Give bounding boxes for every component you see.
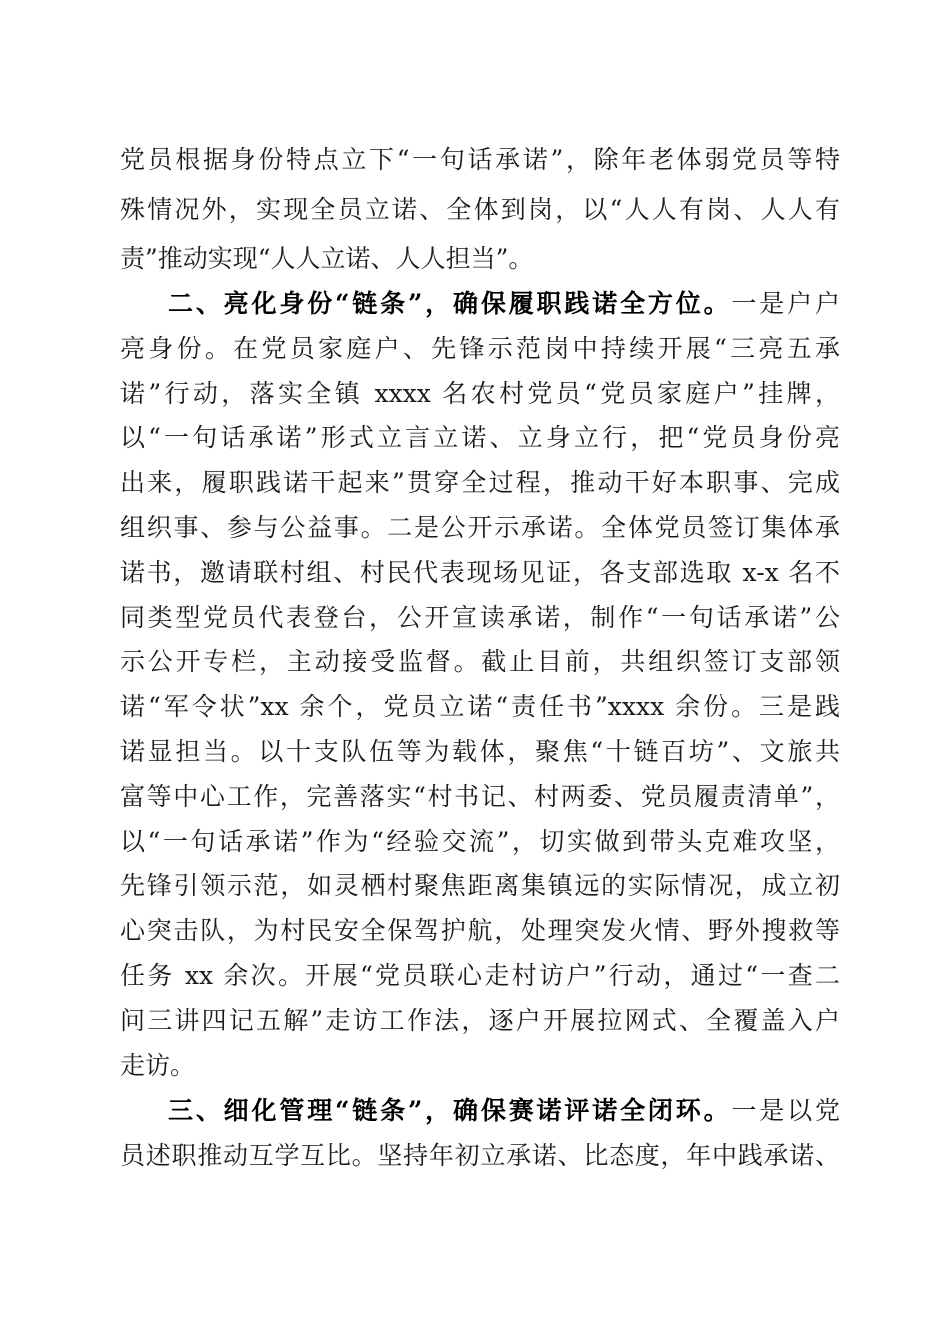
paragraph-2-line-12: 富等中心工作，完善落实“村书记、村两委、党员履责清单”， — [120, 782, 840, 811]
paragraph-2-line-7: 诺书，邀请联村组、村民代表现场见证，各支部选取 x-x 名不 — [120, 558, 840, 587]
paragraph-2-line-17: 问三讲四记五解”走访工作法，逐户开展拉网式、全覆盖入户 — [120, 1006, 840, 1035]
paragraph-2-line-2: 亮身份。在党员家庭户、先锋示范岗中持续开展“三亮五承 — [120, 334, 840, 363]
paragraph-2-line-10: 诺“军令状”xx 余个，党员立诺“责任书”xxxx 余份。三是践 — [120, 692, 840, 721]
paragraph-2-line-14: 先锋引领示范，如灵栖村聚焦距离集镇远的实际情况，成立初 — [120, 871, 840, 900]
paragraph-3-line-1 — [168, 1096, 840, 1126]
paragraph-2-line-15: 心突击队，为村民安全保驾护航，处理突发火情、野外搜救等 — [120, 916, 840, 945]
paragraph-3-line-2: 员述职推动互学互比。坚持年初立承诺、比态度，年中践承诺、 — [120, 1141, 840, 1170]
paragraph-2-line-3: 诺”行动，落实全镇 xxxx 名农村党员“党员家庭户”挂牌， — [120, 379, 840, 408]
paragraph-2-line-13: 以“一句话承诺”作为“经验交流”，切实做到带头克难攻坚， — [120, 827, 840, 856]
paragraph-3-first-line-rest: 一是以党 — [731, 1096, 840, 1125]
paragraph-2-line-5: 出来，履职践诺干起来”贯穿全过程，推动干好本职事、完成 — [120, 468, 840, 497]
paragraph-2-line-4: 以“一句话承诺”形式立言立诺、立身立行，把“党员身份亮 — [120, 423, 840, 452]
paragraph-1-line-2: 殊情况外，实现全员立诺、全体到岗，以“人人有岗、人人有 — [120, 195, 840, 224]
paragraph-2-line-1 — [168, 289, 840, 319]
paragraph-2-line-8: 同类型党员代表登台，公开宣读承诺，制作“一句话承诺”公 — [120, 603, 840, 632]
paragraph-2-line-11: 诺显担当。以十支队伍等为载体，聚焦“十链百坊”、文旅共 — [120, 737, 840, 766]
paragraph-2-line-6: 组织事、参与公益事。二是公开示承诺。全体党员签订集体承 — [120, 513, 840, 542]
paragraph-2-line-18: 走访。 — [120, 1051, 196, 1080]
paragraph-2-line-16: 任务 xx 余次。开展“党员联心走村访户”行动，通过“一查二 — [120, 961, 840, 990]
paragraph-1-line-1: 党员根据身份特点立下“一句话承诺”，除年老体弱党员等特 — [120, 145, 840, 174]
section-heading-3: 三、细化管理“链条”，确保赛诺评诺全闭环。 — [168, 1096, 732, 1125]
paragraph-2-line-9: 示公开专栏，主动接受监督。截止目前，共组织签订支部领 — [120, 647, 840, 676]
paragraph-2-first-line-rest: 一是户户 — [731, 289, 840, 318]
paragraph-1-line-3: 责”推动实现“人人立诺、人人担当”。 — [120, 244, 534, 273]
section-heading-2: 二、亮化身份“链条”，确保履职践诺全方位。 — [168, 289, 732, 318]
